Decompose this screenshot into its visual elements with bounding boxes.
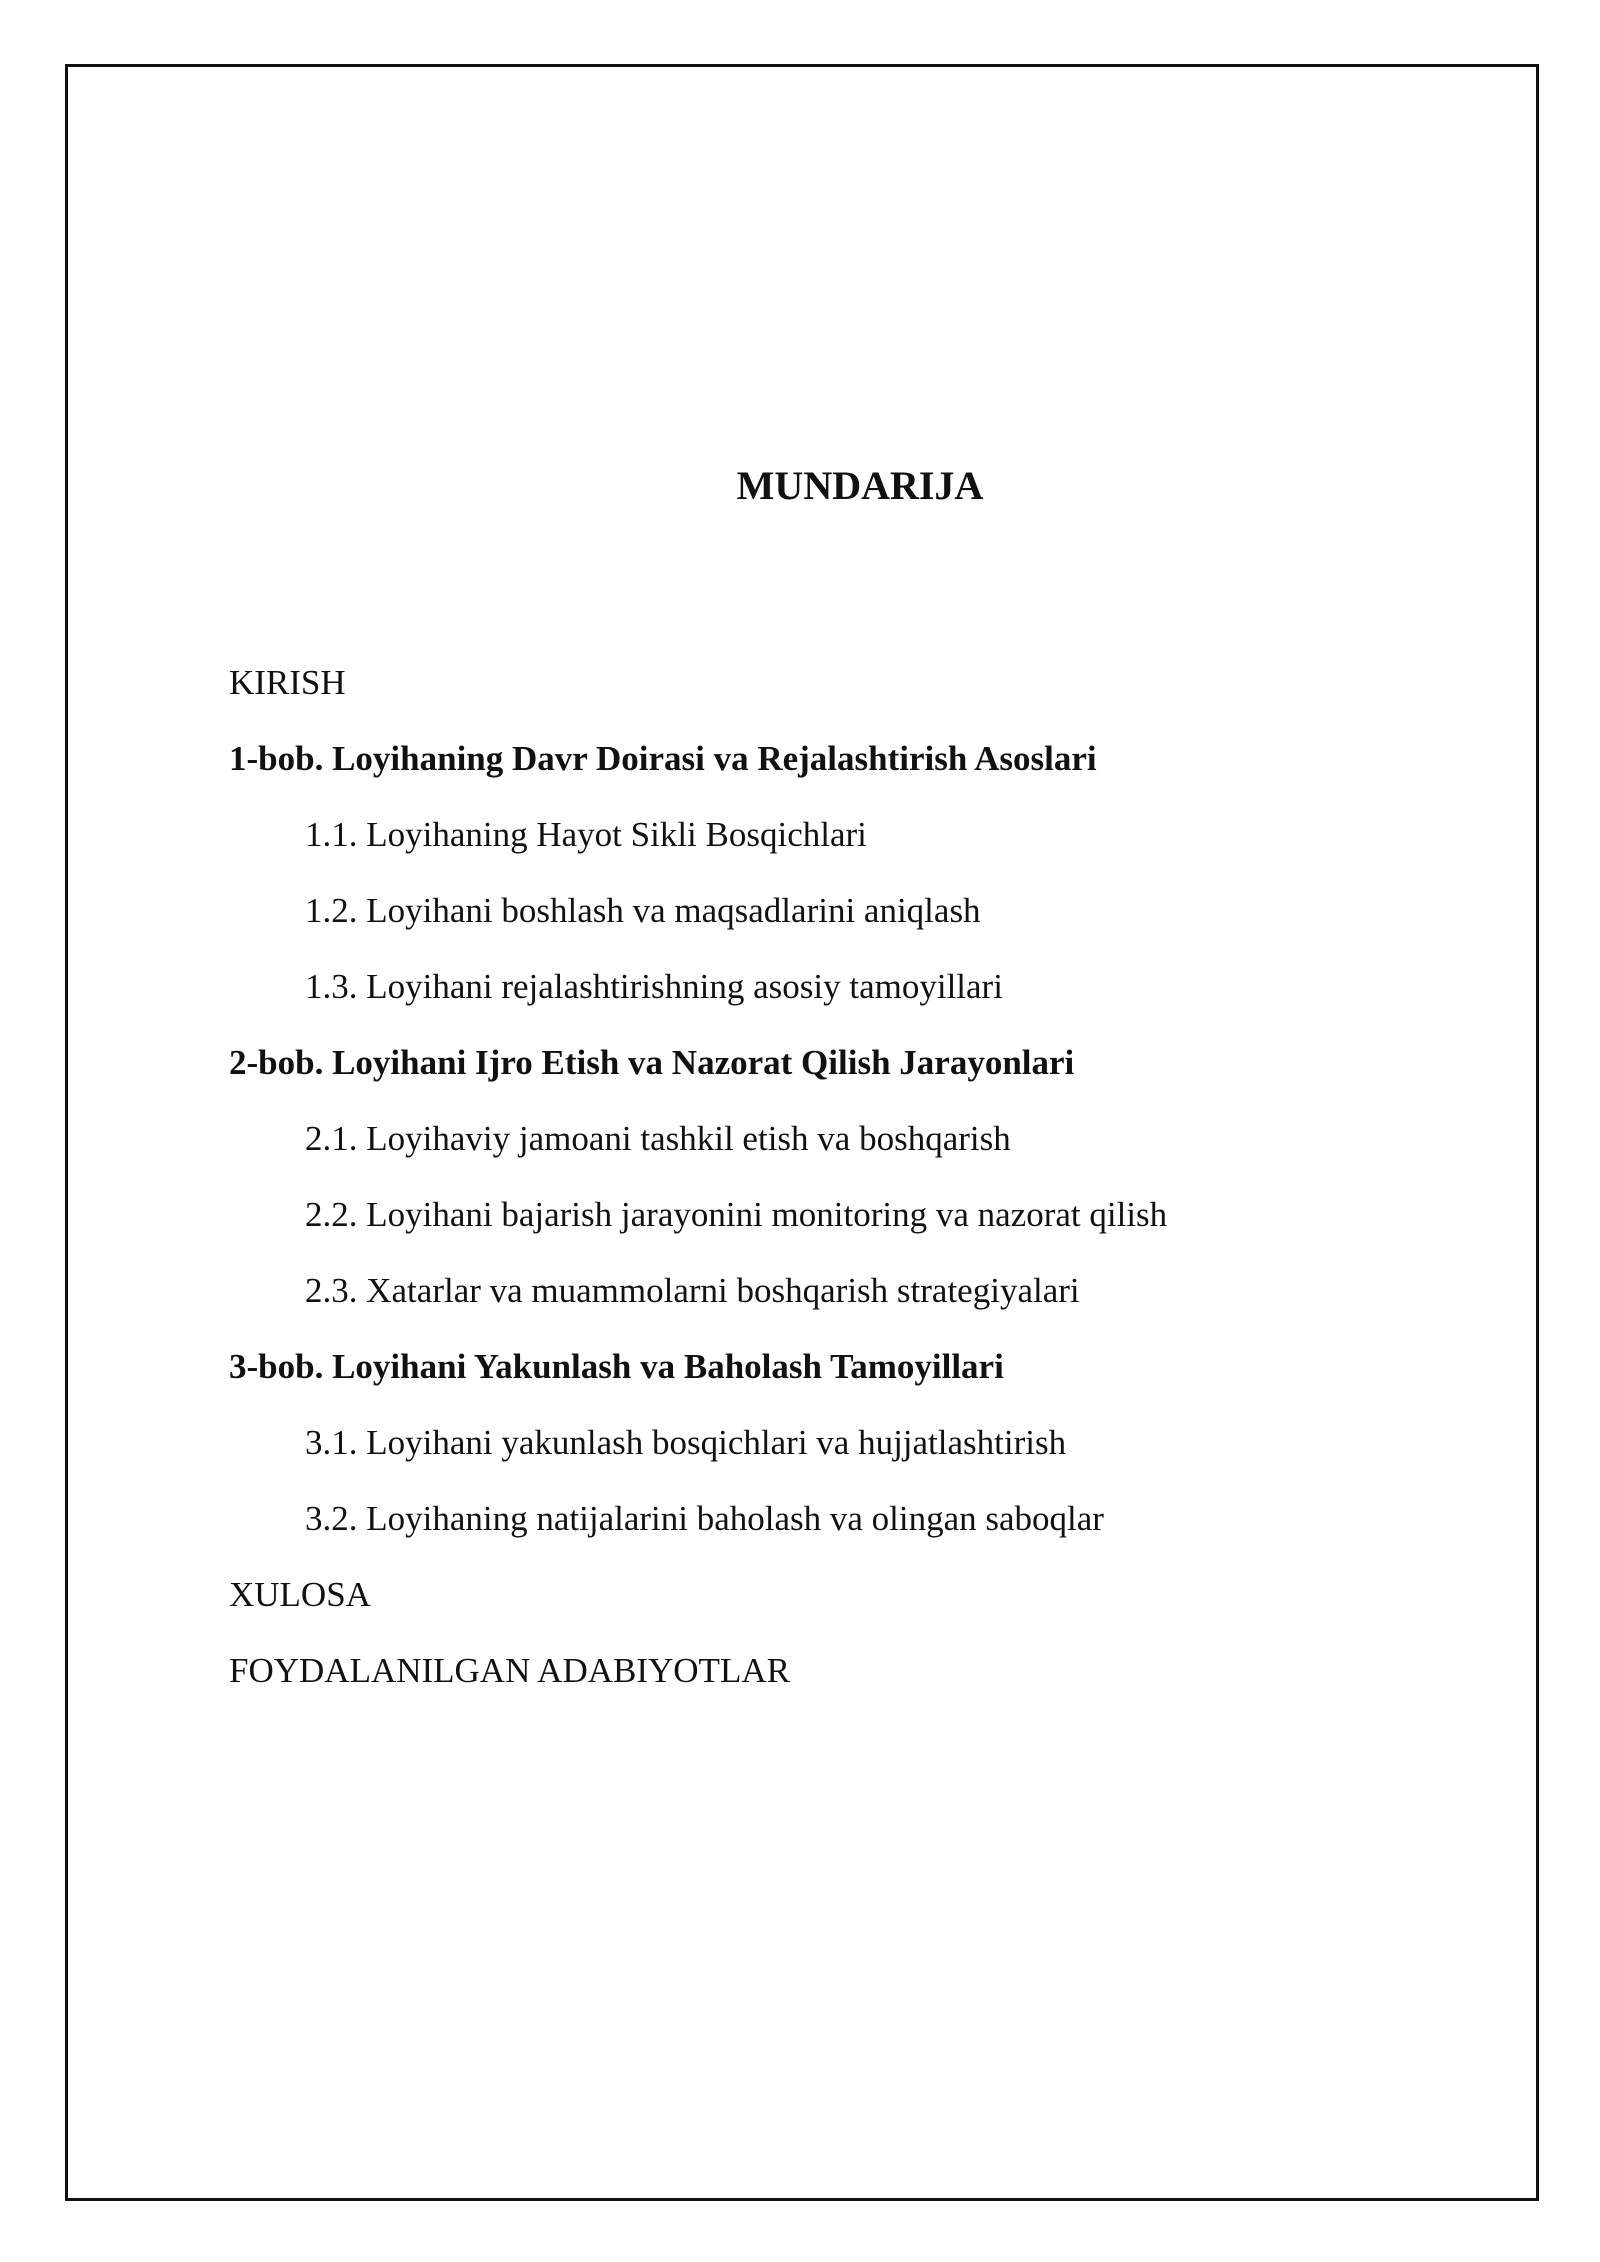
toc-section-1-2: 1.2. Loyihani boshlash va maqsadlarini aniqlash [305,891,981,930]
toc-section-2-2: 2.2. Loyihani bajarish jarayonini monitoring va nazorat qilish [305,1195,1168,1234]
page-title: MUNDARIJA [736,463,984,508]
toc-section-1-3: 1.3. Loyihani rejalashtirishning asosiy tamoyillari [305,967,1003,1006]
toc-section-2-3: 2.3. Xatarlar va muammolarni boshqarish strategiyalari [305,1271,1080,1310]
toc-entry-introduction: KIRISH [229,663,346,702]
toc-section-2-1: 2.1. Loyihaviy jamoani tashkil etish va boshqarish [305,1119,1011,1158]
toc-section-3-1: 3.1. Loyihani yakunlash bosqichlari va hujjatlashtirish [305,1423,1067,1462]
toc-chapter-1: 1-bob. Loyihaning Davr Doirasi va Rejalashtirish Asoslari [229,739,1097,778]
toc-section-3-2: 3.2. Loyihaning natijalarini baholash va olingan saboqlar [305,1499,1104,1538]
toc-chapter-3: 3-bob. Loyihani Yakunlash va Baholash Tamoyillari [229,1347,1004,1386]
toc-entry-conclusion: XULOSA [229,1575,371,1614]
toc-entry-references: FOYDALANILGAN ADABIYOTLAR [229,1651,790,1690]
toc-section-1-1: 1.1. Loyihaning Hayot Sikli Bosqichlari [305,815,867,854]
toc-chapter-2: 2-bob. Loyihani Ijro Etish va Nazorat Qilish Jarayonlari [229,1043,1075,1082]
table-of-contents [229,645,1429,1709]
